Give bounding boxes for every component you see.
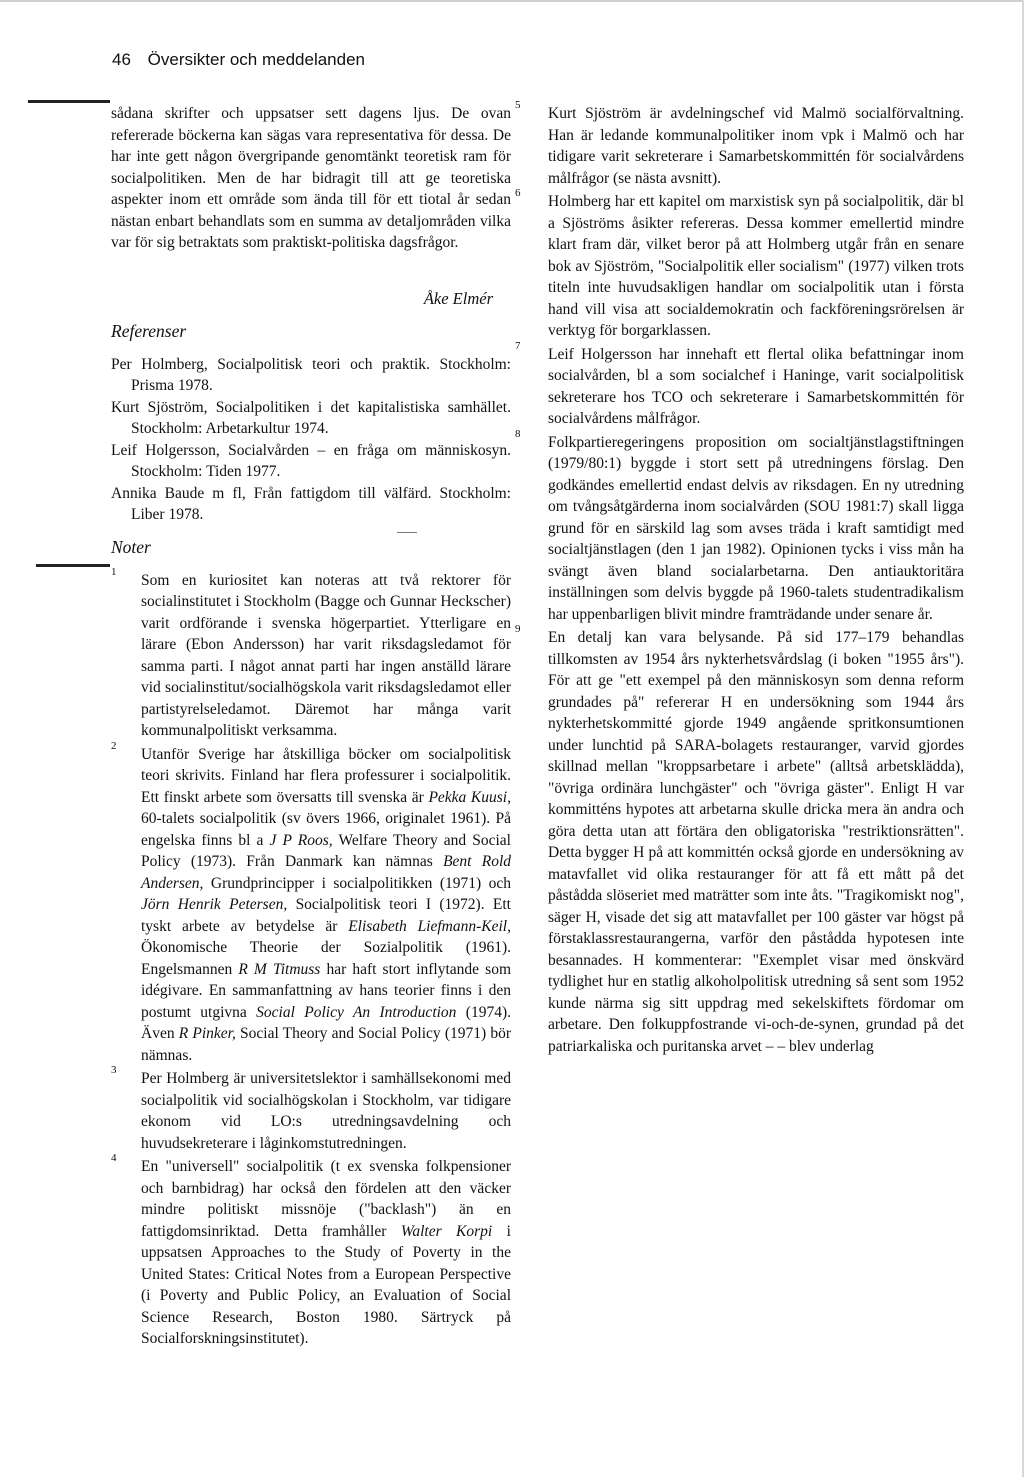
note-text: En "universell" socialpolitik (t ex svenska folkpensioner och barnbidrag) har också den fördelen att den väcker mindre politiskt missnöje ("backlash") än en fattigdomsinriktad. Detta framhåller Walter Korpi i uppsatsen Approaches to the Study of Poverty in the United States: Critical Notes from a European Perspective (i Poverty and Public Policy, an Evaluation of Social Science Research, Boston 1980. Särtryck på Socialforskningsinstitutet). [141, 1158, 511, 1347]
note-number: 2 [111, 739, 117, 752]
note-text: Per Holmberg är universitetslektor i samhällsekonomi med socialpolitik vid socialhögskolan i Stockholm, var tidigare ekonom vid LO:s utredningsavdelning och huvudsekreterare i låginkomstutredningen. [141, 1070, 511, 1152]
note-text: Folkpartieregeringens proposition om socialtjänstlagstiftningen (1979/80:1) byggde i stort sett på utredningens förslag. Den godkändes emellertid endast delvis av riksdagen. En ny utredning om tvångsåtgärderna inom socialvården (SOU 1981:7) skall ligga grund för en särskild lag som avses träda i kraft samtidigt med socialtjänstlagen (den 1 jan 1982). Opinionen tycks i viss mån ha svängt även bland socialarbetarna. Den antiauktoritära inställningen som delvis byggde på 1960-talets studentradikalism har uppenbarligen blivit mindre framträdande under senare år. [548, 433, 964, 623]
left-column [111, 103, 511, 1352]
running-header [112, 50, 365, 70]
scan-mark-top [28, 100, 110, 103]
note-number: 7 [515, 339, 521, 352]
note-number: 4 [111, 1152, 117, 1164]
note-text: Som en kuriositet kan noteras att två rektorer för socialinstitutet i Stockholm (Bagge och Gunnar Heckscher) varit ordförande i svenska högerpartiet. Ytterligare en lärare (Ebon Andersson) har varit riksdagsledamot för samma parti. I något annat parti har ingen anställd lärare vid socialinstitut/socialhögskola varit riksdagsledamot eller partistyrelseledamot. Däremot har många varit kommunalpolitiskt verksamma. [141, 571, 511, 739]
reference-item: Annika Baude m fl, Från fattigdom till välfärd. Stockholm: Liber 1978. [111, 484, 511, 523]
author-signature: Åke Elmér [423, 288, 493, 308]
reference-item: Kurt Sjöström, Socialpolitiken i det kapitalistiska samhället. Stockholm: Arbetarkultur 1974. [111, 398, 511, 437]
notes-heading: Noter [111, 536, 151, 557]
note-3 [111, 1064, 511, 1154]
reference-item: Leif Holgersson, Socialvården – en fråga om människosyn. Stockholm: Tiden 1977. [111, 441, 511, 480]
scan-mark-middle [36, 564, 110, 567]
note-number: 1 [111, 565, 117, 578]
page-edge-top [0, 0, 1024, 2]
note-number: 5 [515, 99, 521, 111]
note-1 [111, 565, 511, 742]
note-number: 6 [515, 187, 521, 199]
note-text: Utanför Sverige har åtskilliga böcker om socialpolitisk teori skrivits. Finland har flera professurer i socialpolitik. Ett finskt arbete som översatts till svenska är Pekka Kuusi, 60-talets socialpolitik (sv övers 1966, originalet 1961). På engelska finns bl a J P Roos, Welfare Theory and Social Policy (1973). Från Danmark kan nämnas Bent Rold Andersen, Grundprincipper i socialpolitikken (1971) och Jörn Henrik Petersen, Socialpolitisk teori I (1972). Ett tyskt arbete av betydelse är Elisabeth Liefmann-Keil, Ökonomische Theorie der Sozialpolitik (1961). Engelsmannen R M Titmuss har haft stort inflytande som idégivare. En sammanfattning av hans teorier finns i den postumt utgivna Social Policy An Introduction (1974). Även R Pinker, Social Theory and Social Policy (1971) bör nämnas. [141, 745, 511, 1064]
note-text: Kurt Sjöström är avdelningschef vid Malmö socialförvaltning. Han är ledande kommunalpolitiker inom vpk i Malmö och har tidigare varit sekreterare i Samarbetskommittén för socialvårdens målfrågor (se nästa avsnitt). [548, 105, 964, 187]
note-2 [111, 739, 511, 1067]
note-5 [515, 99, 964, 189]
right-column [515, 99, 964, 1059]
note-9 [515, 623, 964, 1057]
note-number: 8 [515, 427, 521, 440]
section-title: Översikter och meddelanden [147, 50, 365, 69]
note-6 [515, 187, 964, 342]
note-4 [111, 1152, 511, 1350]
page-number: 46 [112, 50, 131, 69]
note-text: En detalj kan vara belysande. På sid 177–179 behandlas tillkomsten av 1954 års nykterhetsvårdslag (i boken "1955 års"). För att ge "ett exempel på den människosyn som denna reform grundades på" refererar H en undersökning som 1944 års nykterhetskommitté gjorde 1949 angående spritkonsumtionen under lunchtid på SARA-bolagets restauranger, varvid gjordes skillnad mellan "kroppsarbetare i arbete" (alltså arbetsklädda), "övriga ordinära lunchgäster" och "övriga gäster". Enligt H var kommitténs hypotes att arbetarna skulle dricka mera än andra och göra detta utan att förtära den obligatoriska "restriktionsrätten". Detta bygger H på att kommittén också gjorde en undersökning av matavfallet vid olika restauranger för att få ett mått på det påstådda slöseriet med maträtter som inte åts. "Tragikomiskt nog", säger H, visade det sig att matavfallet per 100 gäster var högst på förstaklassrestaurangerna, varför den påstådda hypotesen inte besannades. H kommenterar: "Exemplet visar med önskvärd tydlighet hur en statlig alkoholpolitisk utredning så sent som 1952 kunde närma sig sitt uppdrag med sekelskiftets fördomar om arbetare. Den folkuppfostrande vi-och-de-synen, grundad på det patriarkaliska och puritanska arvet – – blev underlag [548, 629, 964, 1055]
note-7 [515, 339, 964, 430]
note-8 [515, 427, 964, 626]
note-number: 3 [111, 1064, 117, 1076]
note-text: Holmberg har ett kapitel om marxistisk syn på socialpolitik, där bl a Sjöströms åsikter refereras. Dessa kommer emellertid mindre klart fram där, vilket beror på att Holmberg utgår från en senare bok av Sjöström, "Socialpolitik eller socialism" (1977) vilken trots titeln inte huvudsakligen handlar om socialpolitik utan i första hand vill visa att socialdemokratin och fackföreningsrörelsen är verktyg för borgarklassen. [548, 193, 964, 339]
references-list [111, 354, 511, 526]
intro-paragraph: sådana skrifter och uppsatser sett dagens ljus. De ovan refererade böckerna kan sägas vara representativa för dessa. De har inte gett någon övergripande genomtänkt teoretisk ram för socialpolitiken. Men de har bidragit till att ge teoretiska aspekter inom ett område som ända till för ett tiotal år sedan nästan enbart behandlats som en summa av detaljområden vilka var för sig betraktats som praktiskt-politiska dagsfrågor. [111, 105, 511, 251]
note-number: 9 [515, 623, 521, 635]
references-heading: Referenser [111, 320, 187, 341]
note-text: Leif Holgersson har innehaft ett flertal olika befattningar inom socialvården, bl a som socialchef i Haninge, varit socialpolitisk sekreterare hos TCO och sekreterare i Samarbetskommittén för socialvårdens målfrågor. [548, 345, 964, 427]
section-divider [397, 532, 417, 533]
reference-item: Per Holmberg, Socialpolitisk teori och praktik. Stockholm: Prisma 1978. [111, 355, 511, 394]
